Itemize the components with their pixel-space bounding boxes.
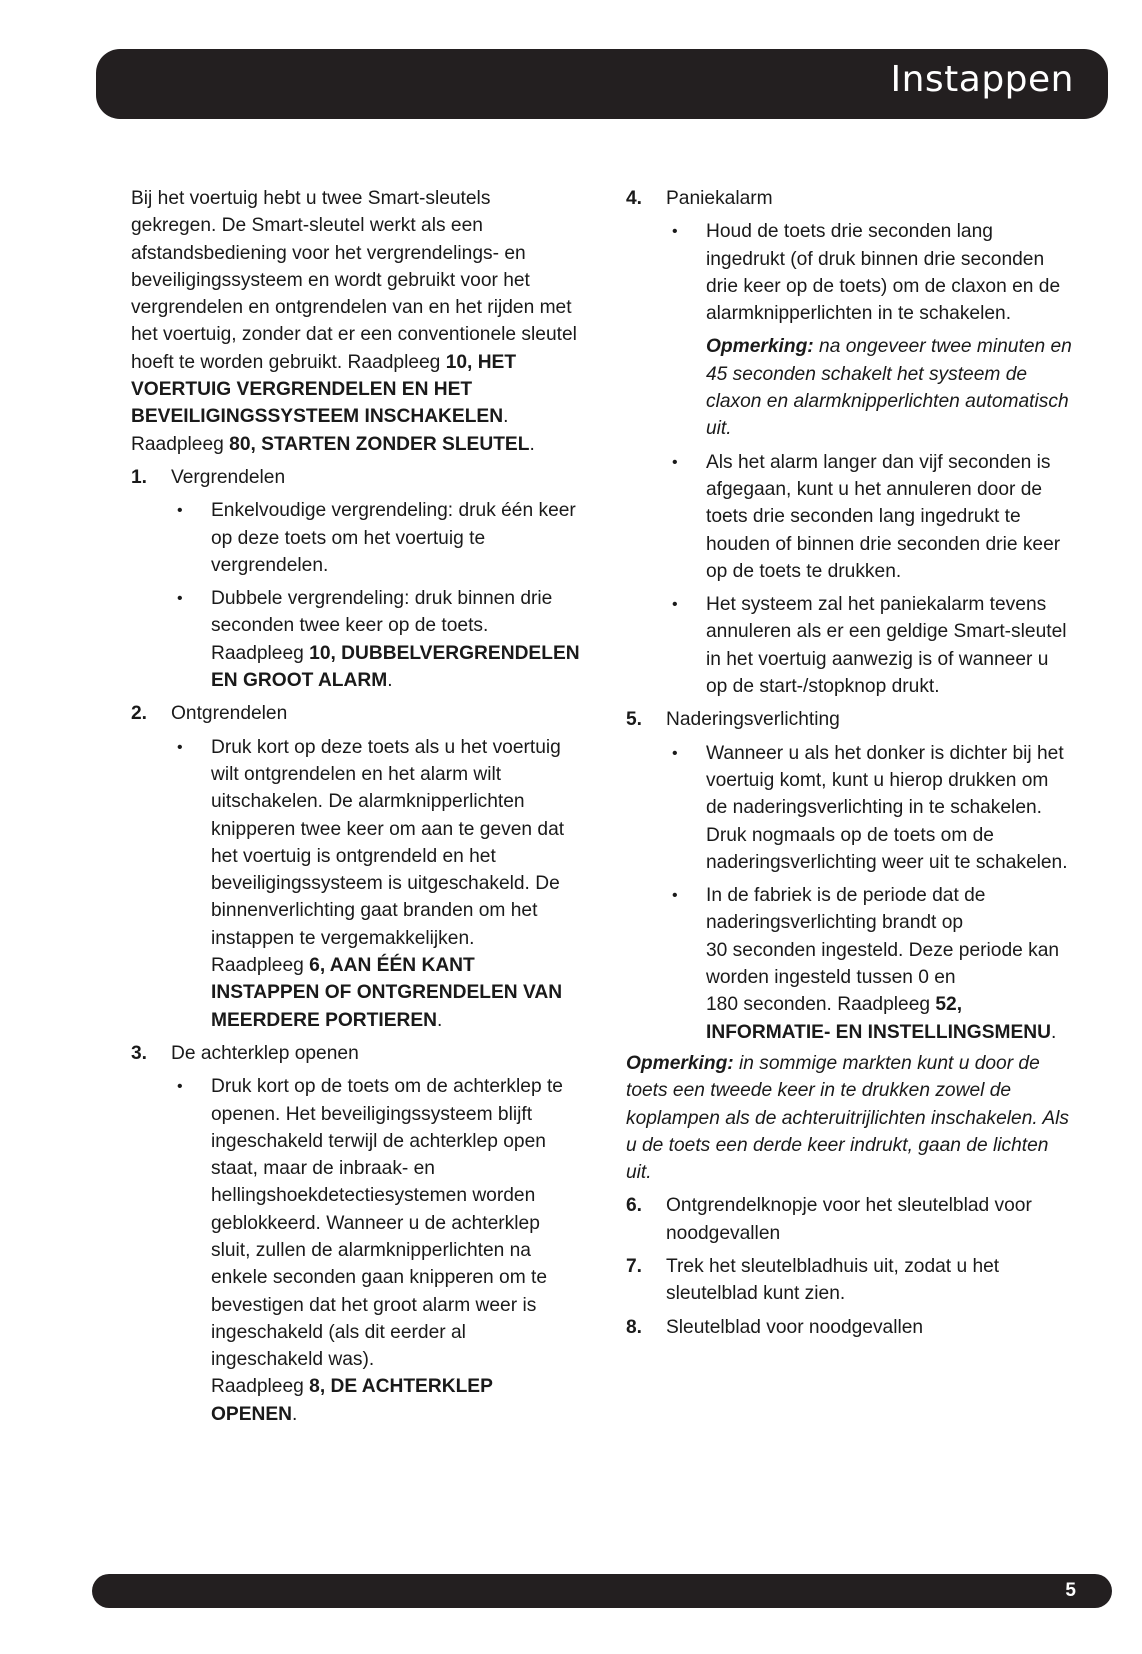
- item-number: 2.: [131, 703, 148, 725]
- list-item-panic-alarm: [626, 185, 1072, 700]
- bullet-icon: •: [672, 744, 678, 762]
- item-title: Vergrendelen: [171, 466, 286, 488]
- page-number: 5: [1065, 1580, 1076, 1601]
- reference-link[interactable]: 52, INFORMATIE- EN INSTELLINGSMENU: [706, 994, 1052, 1043]
- item-title: Trek het sleutelbladhuis uit, zodat u het sleutelblad kunt zien.: [666, 1255, 1000, 1305]
- intro-text: Bij het voertuig hebt u twee Smart-sleutels gekregen. De Smart-sleutel werkt als een afstandsbediening voor het vergrendelings- en beveiligingssysteem en wordt gebruikt voor het vergrendelen en ontgrendelen van en het rijden met het voertuig, zonder dat er een conventionele sleutel hoeft te worden gebruikt. Raadpleeg: [131, 188, 577, 373]
- note-label: Opmerking:: [706, 336, 814, 358]
- note: [626, 1050, 1072, 1186]
- intro-text: . Raadpleeg: [131, 406, 509, 455]
- bullet-item: [171, 585, 581, 694]
- bullet-icon: •: [672, 453, 678, 471]
- bullet-item: [171, 497, 581, 579]
- reference-prefix: Raadpleeg: [211, 955, 310, 977]
- reference-link[interactable]: 6, AAN ÉÉN KANT INSTAPPEN OF ONTGRENDELEN VAN MEERDERE PORTIEREN: [211, 955, 563, 1031]
- bullet-icon: •: [177, 1078, 183, 1096]
- bullet-item: [666, 882, 1072, 1046]
- list-item-lock: [131, 464, 581, 694]
- note-text: na ongeveer twee minuten en 45 seconden schakelt het systeem de claxon en alarmknipperlichten automatisch uit.: [706, 336, 1072, 440]
- item-title: Sleutelblad voor noodgevallen: [666, 1316, 924, 1338]
- bullet-text: Houd de toets drie seconden lang ingedrukt (of druk binnen drie seconden drie keer op de toets) om de claxon en de alarmknipperlichten in te schakelen.: [706, 221, 1061, 325]
- note-label: Opmerking:: [626, 1052, 734, 1074]
- bullet-reference: [211, 640, 581, 695]
- bullet-reference: [211, 1373, 581, 1428]
- bullet-item: [666, 218, 1072, 327]
- bullet-text: Druk kort op de toets om de achterklep te openen. Het beveiligingssysteem blijft ingeschakeld terwijl de achterklep open staat, maar de inbraak- en hellingshoekdetectiesystemen worden geblokkeerd. Wanneer u de achterklep sluit, zullen de alarmknipperlichten na enkele seconden gaan knipperen om te bevestigen dat het groot alarm weer is ingeschakeld (als dit eerder al ingeschakeld was).: [211, 1076, 563, 1371]
- bullet-text: Druk kort op deze toets als u het voertuig wilt ontgrendelen en het alarm wilt uitschakelen. De alarmknipperlichten knipperen twee keer om aan te geven dat het voertuig is ontgrendeld en het beveiligingssysteem is uitgeschakeld. De binnenverlichting gaat branden om het instappen te vergemakkelijken.: [211, 736, 565, 949]
- item-number: 5.: [626, 709, 643, 731]
- reference-link[interactable]: 10, HET VOERTUIG VERGRENDELEN EN HET BEVEILIGINGSSYSTEEM INSCHAKELEN: [131, 351, 517, 428]
- item-number: 7.: [626, 1255, 643, 1277]
- item-number: 8.: [626, 1316, 643, 1338]
- bullet-text: 30 seconden ingesteld. Deze periode kan worden ingesteld tussen 0 en: [706, 939, 1060, 989]
- intro-text: .: [529, 433, 535, 455]
- reference-suffix: .: [292, 1403, 298, 1425]
- item-title: Ontgrendelknopje voor het sleutelblad voor noodgevallen: [666, 1195, 1032, 1244]
- reference-suffix: .: [437, 1009, 443, 1031]
- list-item-emergency-blade-release: [626, 1192, 1072, 1247]
- intro-paragraph: [131, 185, 581, 458]
- item-title: Paniekalarm: [666, 188, 773, 209]
- list-item-unlock: [131, 700, 581, 1034]
- bullet-text: Enkelvoudige vergrendeling: druk één keer op deze toets om het voertuig te vergrendelen.: [211, 500, 576, 576]
- list-item-pull-housing: [626, 1253, 1072, 1308]
- note-text: in sommige markten kunt u door de toets een tweede keer in te drukken zowel de koplampen als de achteruitrijlichten inschakelen. Als u de toets een derde keer indrukt, gaan de lichten uit.: [626, 1052, 1069, 1184]
- bullet-item: [171, 1073, 581, 1428]
- item-title: De achterklep openen: [171, 1042, 359, 1064]
- reference-link[interactable]: 8, DE ACHTERKLEP OPENEN: [211, 1376, 493, 1425]
- left-column: [131, 185, 581, 1434]
- item-title: Ontgrendelen: [171, 703, 288, 725]
- bullet-item: [666, 591, 1072, 700]
- bullet-text: Wanneer u als het donker is dichter bij het voertuig komt, kunt u hierop drukken om de naderingsverlichting in te schakelen.: [706, 742, 1064, 819]
- bullet-text: In de fabriek is de periode dat de naderingsverlichting brandt op: [706, 885, 986, 934]
- footer-bar: [92, 1574, 1112, 1608]
- page-title: Instappen: [890, 59, 1074, 100]
- right-column: [626, 185, 1072, 1347]
- list-item-tailgate: [131, 1040, 581, 1428]
- item-title: Naderingsverlichting: [666, 709, 840, 731]
- bullet-icon: •: [177, 502, 183, 520]
- reference-suffix: .: [1051, 1021, 1057, 1043]
- bullet-text-extra: Druk nogmaals op de toets om de naderingsverlichting weer uit te schakelen.: [706, 824, 1068, 873]
- bullet-reference: [211, 952, 581, 1034]
- list-item-approach-lights: [626, 706, 1072, 1046]
- item-number: 3.: [131, 1042, 148, 1064]
- bullet-icon: •: [177, 590, 183, 608]
- bullet-item: [666, 449, 1072, 585]
- reference-prefix: Raadpleeg: [211, 642, 310, 664]
- bullet-text: Dubbele vergrendeling: druk binnen drie seconden twee keer op de toets.: [211, 588, 553, 637]
- item-number: 4.: [626, 188, 643, 209]
- list-item-emergency-blade: [626, 1314, 1072, 1341]
- header-bar: [96, 49, 1108, 119]
- bullet-item: [666, 740, 1072, 876]
- item-number: 1.: [131, 466, 148, 488]
- bullet-text: Als het alarm langer dan vijf seconden is afgegaan, kunt u het annuleren door de toets drie seconden lang ingedrukt te houden of binnen drie seconden drie keer op de toets te drukken.: [706, 451, 1061, 582]
- bullet-icon: •: [672, 223, 678, 241]
- reference-suffix: .: [387, 670, 393, 692]
- note: [666, 333, 1072, 442]
- bullet-item: [171, 734, 581, 1034]
- bullet-reference: [706, 991, 1072, 1046]
- reference-prefix: Raadpleeg: [211, 1376, 310, 1398]
- reference-prefix: 180 seconden. Raadpleeg: [706, 994, 936, 1016]
- bullet-text: Het systeem zal het paniekalarm tevens annuleren als er een geldige Smart-sleutel in het voertuig aanwezig is of wanneer u op de start-/stopknop drukt.: [706, 594, 1067, 698]
- bullet-icon: •: [672, 596, 678, 614]
- item-number: 6.: [626, 1195, 643, 1217]
- bullet-icon: •: [672, 887, 678, 905]
- bullet-icon: •: [177, 738, 183, 756]
- reference-link[interactable]: 80, STARTEN ZONDER SLEUTEL: [229, 433, 530, 455]
- reference-link[interactable]: 10, DUBBELVERGRENDELEN EN GROOT ALARM: [211, 642, 580, 692]
